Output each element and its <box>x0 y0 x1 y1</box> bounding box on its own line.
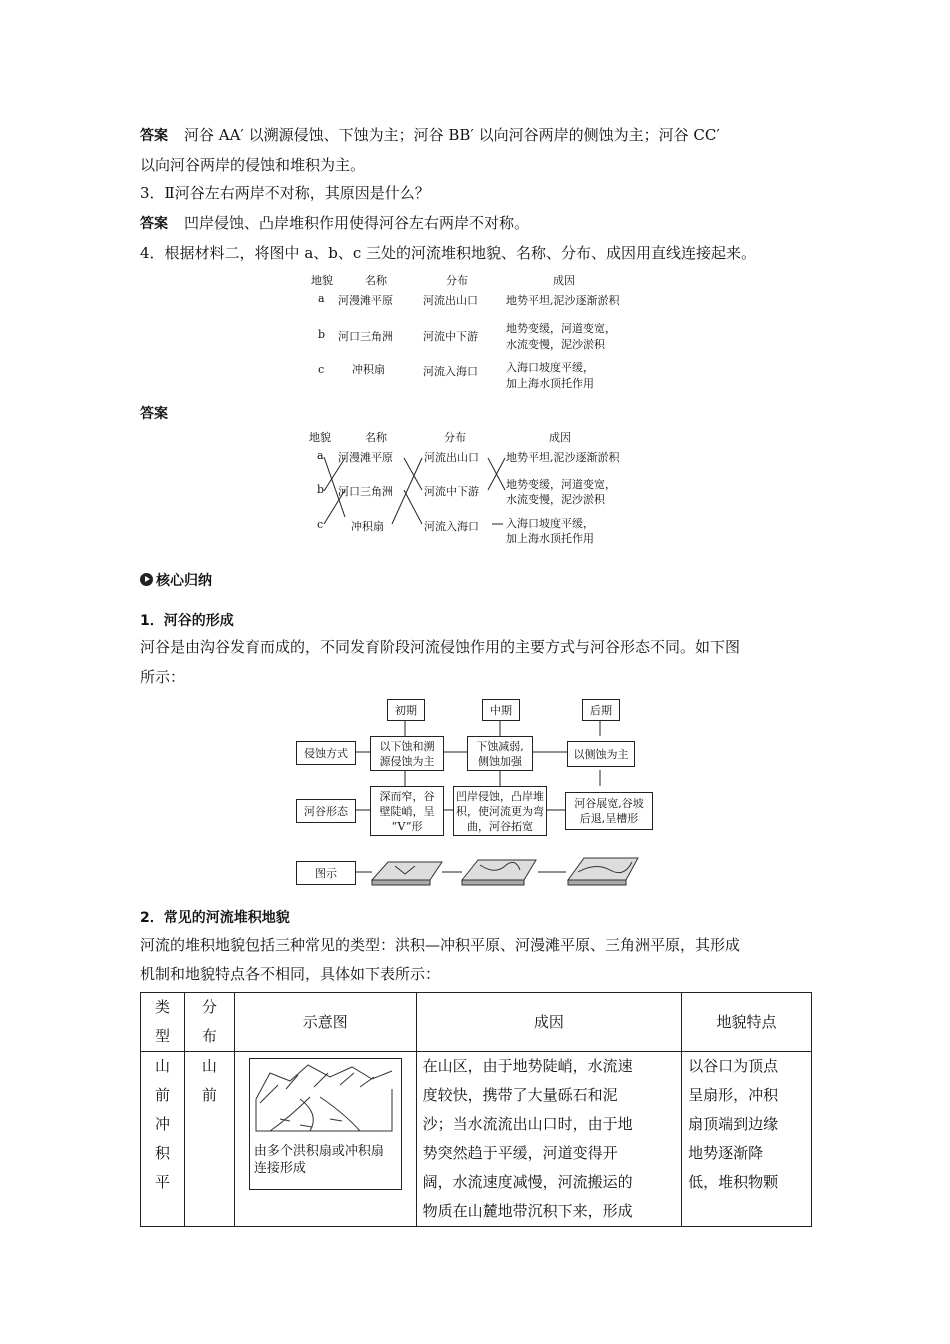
row1-dist-text: 山前 <box>201 1057 217 1104</box>
question-3: 3．Ⅱ河谷左右两岸不对称，其原因是什么？ <box>140 184 430 202</box>
cause-line: 物质在山麓地带沉积下来，形成 <box>422 1202 633 1220</box>
stage-middle: 中期 <box>482 699 520 721</box>
stage-late: 后期 <box>582 699 620 721</box>
header-distribution: 分布 <box>444 431 466 444</box>
valley-middle-illustration <box>462 860 536 885</box>
row1-type-text: 山前冲积平 <box>154 1057 170 1191</box>
header-distribution-text: 分布 <box>201 998 217 1045</box>
letter-b: b <box>318 328 326 341</box>
header-type-text: 类型 <box>154 998 170 1045</box>
label-erosion-mode: 侵蚀方式 <box>296 741 356 765</box>
erosion-early <box>370 736 444 771</box>
shape-late <box>565 792 653 830</box>
erosion-late: 以侧蚀为主 <box>567 741 635 767</box>
name-1: 河漫滩平原 <box>338 451 393 464</box>
alluvial-fan-illustration <box>250 1059 398 1137</box>
q2-answer-line2: 以向河谷两岸的侵蚀和堆积为主。 <box>140 156 366 174</box>
h1-body-line2: 所示： <box>140 668 186 686</box>
heading-1: 1．河谷的形成 <box>140 613 234 629</box>
shape-middle-line2: 积，使河流更为弯 <box>456 804 544 818</box>
cause-3b: 加上海水顶托作用 <box>506 377 594 390</box>
cause-1: 地势平坦,泥沙逐渐淤积 <box>506 451 620 464</box>
shape-middle-line1: 凹岸侵蚀，凸岸堆 <box>456 789 544 803</box>
name-2: 河口三角洲 <box>338 485 393 498</box>
cause-2b: 水流变慢，泥沙淤积 <box>506 338 605 351</box>
alluvial-fan-figure <box>249 1058 402 1190</box>
header-diagram: 示意图 <box>234 993 416 1052</box>
table-header-row <box>141 993 812 1052</box>
question-4: 4．根据材料二，将图中 a、b、c 三处的河流堆积地貌、名称、分布、成因用直线连接起来。 <box>140 244 757 262</box>
cause-3a: 入海口坡度平缓， <box>506 361 594 374</box>
header-landform: 地貌 <box>311 274 333 287</box>
shape-early-line2: 壁陡峭，呈 <box>379 804 435 818</box>
header-type <box>141 993 185 1052</box>
cause-line: 势突然趋于平缓，河道变得开 <box>422 1144 618 1162</box>
header-name: 名称 <box>365 431 387 444</box>
letter-c: c <box>317 518 324 531</box>
shape-early-line3: “V”形 <box>391 819 423 833</box>
feature-line: 地势逐渐降 <box>688 1144 764 1162</box>
label-valley-shape: 河谷形态 <box>296 799 356 823</box>
name-1: 河漫滩平原 <box>338 294 393 307</box>
cause-3b: 加上海水顶托作用 <box>506 532 594 545</box>
erosion-middle <box>467 736 533 771</box>
header-distribution: 分布 <box>446 274 468 287</box>
stage-early: 初期 <box>387 699 425 721</box>
heading-2: 2．常见的河流堆积地貌 <box>140 910 290 926</box>
erosion-early-line1: 以下蚀和溯 <box>379 739 435 753</box>
h2-body-line1: 河流的堆积地貌包括三种常见的类型：洪积—冲积平原、河漫滩平原、三角洲平原，其形成 <box>140 936 741 954</box>
dist-1: 河流出山口 <box>424 451 479 464</box>
shape-late-line2: 后退,呈槽形 <box>579 812 639 825</box>
header-feature: 地貌特点 <box>682 993 812 1052</box>
h2-body-line2: 机制和地貌特点各不相同，具体如下表所示： <box>140 965 441 983</box>
row1-cause <box>416 1052 682 1227</box>
cause-2b: 水流变慢，泥沙淤积 <box>506 493 605 506</box>
row1-feature <box>682 1052 812 1227</box>
q2-answer-line1: 河谷 AA′ 以溯源侵蚀、下蚀为主；河谷 BB′ 以向河谷两岸的侧蚀为主；河谷 CC′ <box>184 126 720 144</box>
cause-1: 地势平坦,泥沙逐渐淤积 <box>506 294 620 307</box>
cause-2a: 地势变缓，河道变宽， <box>506 322 616 335</box>
shape-middle <box>453 786 547 836</box>
h1-body-line1: 河谷是由沟谷发育而成的，不同发育阶段河流侵蚀作用的主要方式与河谷形态不同。如下图 <box>140 638 741 656</box>
header-cause: 成因 <box>416 993 682 1052</box>
shape-middle-line3: 曲，河谷拓宽 <box>467 819 533 833</box>
letter-a: a <box>317 449 324 462</box>
cause-line: 在山区，由于地势陡峭，水流速 <box>422 1057 633 1075</box>
letter-c: c <box>318 363 325 376</box>
q3-answer-text: 凹岸侵蚀、凸岸堆积作用使得河谷左右两岸不对称。 <box>184 214 530 232</box>
answer-label: 答案 <box>140 406 168 422</box>
row1-dist <box>184 1052 234 1227</box>
cause-line: 度较快，携带了大量砾石和泥 <box>422 1086 618 1104</box>
shape-early-line1: 深而窄，谷 <box>379 789 435 803</box>
erosion-middle-line2: 侧蚀加强 <box>478 754 522 768</box>
header-cause: 成因 <box>549 431 571 444</box>
label-diagram: 图示 <box>296 861 356 885</box>
alluvial-fan-caption: 由多个洪积扇或冲积扇连接形成 <box>253 1144 384 1176</box>
dist-2: 河流中下游 <box>424 485 479 498</box>
feature-line: 呈扇形，冲积 <box>688 1086 779 1104</box>
row1-diagram <box>234 1052 416 1227</box>
feature-line: 以谷口为顶点 <box>688 1057 779 1075</box>
erosion-middle-line1: 下蚀减弱, <box>476 739 524 753</box>
name-3: 冲积扇 <box>351 520 384 533</box>
valley-late-illustration <box>568 858 638 885</box>
header-cause: 成因 <box>553 274 575 287</box>
dist-1: 河流出山口 <box>423 294 478 307</box>
shape-early <box>370 786 444 836</box>
feature-line: 低，堆积物颗 <box>688 1173 779 1191</box>
table-row <box>141 1052 812 1227</box>
feature-line: 扇顶端到边缘 <box>688 1115 779 1133</box>
header-distribution <box>184 993 234 1052</box>
answer-label: 答案 <box>140 128 168 144</box>
shape-late-line1: 河谷展宽,谷坡 <box>574 797 644 810</box>
header-landform: 地貌 <box>309 431 331 444</box>
dist-3: 河流入海口 <box>424 520 479 533</box>
cause-3a: 入海口坡度平缓， <box>506 517 594 530</box>
cause-line: 沙；当水流流出山口时，由于地 <box>422 1115 633 1133</box>
row1-type <box>141 1052 185 1227</box>
landform-table <box>140 992 812 1227</box>
dist-3: 河流入海口 <box>423 365 478 378</box>
name-3: 冲积扇 <box>352 363 385 376</box>
answer-label: 答案 <box>140 216 168 232</box>
section-title: 核心归纳 <box>156 573 212 589</box>
letter-a: a <box>318 292 325 305</box>
dist-2: 河流中下游 <box>423 330 478 343</box>
erosion-early-line2: 源侵蚀为主 <box>379 754 435 768</box>
name-2: 河口三角洲 <box>338 330 393 343</box>
letter-b: b <box>317 483 325 496</box>
header-name: 名称 <box>365 274 387 287</box>
cause-2a: 地势变缓，河道变宽， <box>506 478 616 491</box>
cause-line: 阔，水流速度减慢，河流搬运的 <box>422 1173 633 1191</box>
valley-early-illustration <box>372 862 442 885</box>
